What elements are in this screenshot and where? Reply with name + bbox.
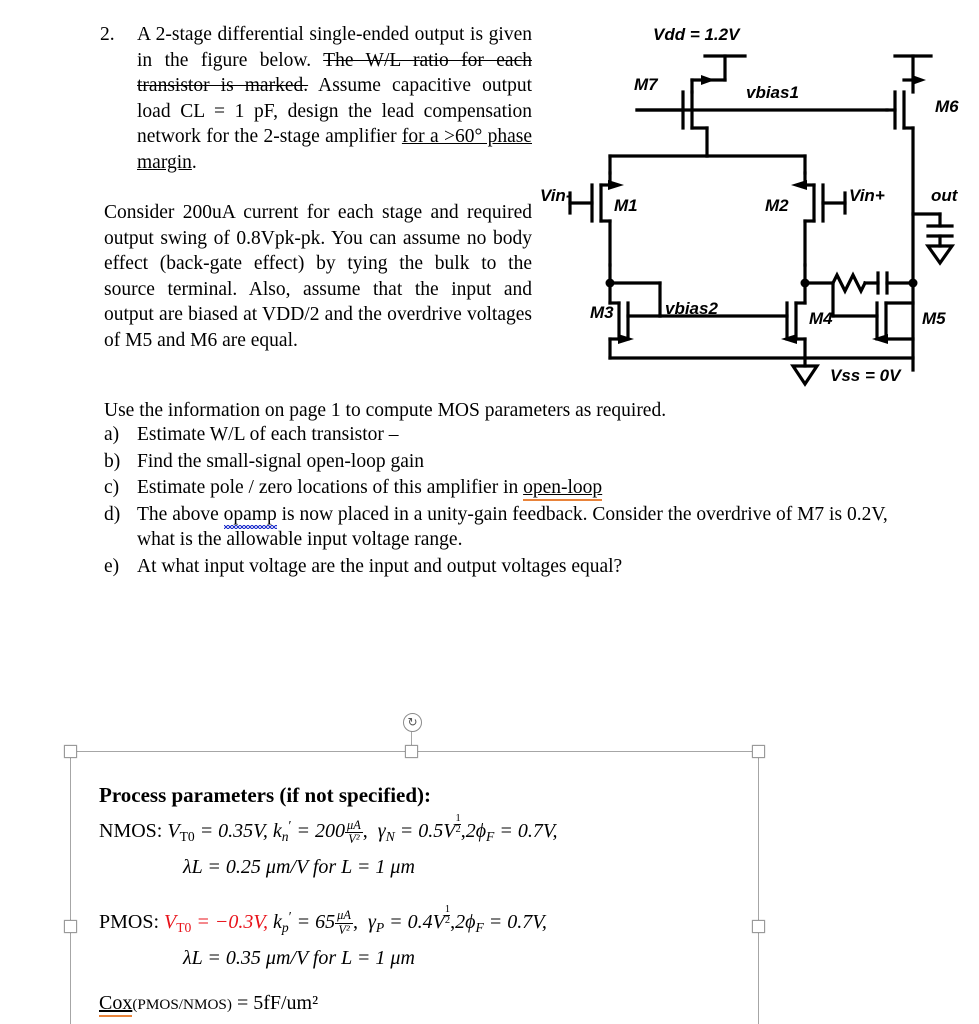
item-text-e: At what input voltage are the input and output voltages equal?: [137, 555, 623, 577]
label-m7: M7: [634, 75, 658, 94]
resize-handle-middle-right[interactable]: [752, 920, 765, 933]
list-item: [104, 554, 904, 580]
label-vss: Vss = 0V: [830, 366, 901, 385]
resize-handle-top-right[interactable]: [752, 745, 765, 758]
list-item: [104, 475, 904, 501]
label-vin-plus: Vin+: [849, 186, 885, 205]
list-item: [104, 449, 904, 475]
pmos-gamma-value: = 0.4V: [389, 910, 445, 933]
pmos-phi-value: = 0.7V,: [488, 910, 547, 933]
nmos-k-value: = 200: [296, 820, 345, 843]
cox-subscript: (PMOS/NMOS): [132, 996, 232, 1013]
cox-label: Cox: [99, 992, 133, 1014]
item-label-b: b): [104, 450, 121, 472]
label-vdd: Vdd = 1.2V: [653, 25, 740, 44]
q1-underlined-text: for a >60° phase margin: [137, 126, 532, 173]
item-c-marked-term: open-loop: [523, 477, 603, 498]
label-m3: M3: [590, 303, 614, 322]
item-text-c: [137, 475, 904, 501]
pmos-gamma-subscript: P: [375, 919, 385, 935]
pmos-k-subscript: p: [281, 919, 289, 935]
resize-handle-top-left[interactable]: [64, 745, 77, 758]
nmos-lambda-line: λL = 0.25 μm/V for L = 1 μm: [183, 855, 415, 878]
pmos-lambda-line: λL = 0.35 μm/V for L = 1 μm: [183, 946, 415, 969]
pmos-gamma-exponent: $\frac{1}{2}$: [444, 903, 451, 927]
label-vin-minus: Vin-: [540, 186, 572, 205]
process-parameters-title: Process parameters (if not specified):: [99, 783, 432, 807]
cox-line: [99, 992, 318, 1015]
nmos-gamma-subscript: N: [385, 828, 395, 844]
item-label-c: c): [104, 477, 120, 498]
label-vbias1: vbias1: [746, 83, 799, 102]
nmos-k-unit: $\frac{\mu A}{\text{V²}}$: [347, 817, 361, 846]
nmos-parameters-line: NMOS: $V_{T0} = 0.35V$, $k_n' = 200$ $\frac{\mu A}{\text{V²}}$ , $\gamma_N = 0.5V$ $\frac{1}{2}$ $,2\phi_F = 0.7V$,: [99, 812, 558, 846]
pmos-vt0-value: = −0.3V,: [196, 910, 268, 933]
nmos-vt0-value: = 0.35V,: [199, 820, 268, 843]
q1-text-b: Assume capacitive output load CL = 1 pF, design the lead compensation network for the 2-stage amplifier: [137, 75, 532, 147]
label-vbias2: vbias2: [665, 299, 718, 318]
nmos-k-symbol: k: [272, 820, 282, 843]
pmos-k-prime: ′: [288, 908, 292, 924]
nmos-k-prime: ′: [288, 818, 292, 833]
item-label-d: d): [104, 503, 121, 525]
item-label-a: a): [104, 424, 120, 445]
q1-struck-text: The W/L ratio for each transistor is marked.: [137, 49, 532, 96]
nmos-phi-symbol: 2ϕ: [465, 820, 487, 843]
question-2-block: [100, 22, 532, 175]
pmos-phi-subscript: F: [475, 919, 484, 935]
label-m2: M2: [765, 196, 789, 215]
list-item: [104, 502, 904, 553]
list-item: [104, 422, 904, 448]
pmos-k-value: = 65: [296, 910, 336, 933]
item-c-pre: Estimate pole / zero locations of this amplifier in: [137, 477, 524, 498]
pmos-vt0-subscript: T0: [176, 919, 192, 935]
label-m4: M4: [809, 309, 833, 328]
cox-value: = 5fF/um²: [236, 992, 319, 1014]
pmos-parameters-line: PMOS: $V_{T0} = -0.3V$, $k_p' = 65$ $\frac{\mu A}{\text{V²}}$ , $\gamma_P = 0.4V$ $\frac{1}{2}$ $,2\phi_F = 0.7V$,: [99, 903, 547, 937]
resize-handle-top-center[interactable]: [405, 745, 418, 758]
nmos-gamma-value: = 0.5V: [399, 820, 456, 843]
pmos-vt0-symbol: V: [164, 910, 177, 933]
nmos-vt0-subscript: T0: [179, 828, 195, 844]
pmos-gamma-symbol: γ: [367, 910, 376, 933]
item-text-a: Estimate W/L of each transistor –: [137, 424, 399, 445]
label-m6: M6: [935, 97, 959, 116]
resize-handle-middle-left[interactable]: [64, 920, 77, 933]
nmos-k-subscript: n: [281, 828, 289, 844]
q1-text-a: A 2-stage differential single-ended output is given in the figure below.: [137, 24, 532, 71]
rotate-icon[interactable]: ↻: [403, 713, 422, 732]
nmos-vt0-symbol: V: [167, 820, 180, 843]
item-d-post: is now placed in a unity-gain feedback. Consider the overdrive of M7 is 0.2V, what is the allowable input voltage range.: [137, 503, 888, 550]
item-label-e: e): [104, 555, 120, 577]
circuit-schematic: [540, 18, 979, 390]
nmos-phi-value: = 0.7V,: [499, 820, 558, 843]
label-out: out: [931, 186, 958, 205]
question-number: 2.: [100, 24, 115, 45]
pmos-k-symbol: k: [273, 910, 282, 933]
item-d-pre: The above: [137, 503, 224, 525]
nmos-phi-subscript: F: [486, 828, 495, 844]
pmos-prefix: PMOS:: [99, 910, 160, 933]
question-paragraph-3: Use the information on page 1 to compute MOS parameters as required.: [104, 400, 667, 421]
label-m1: M1: [614, 196, 638, 215]
question-paragraph-2: Consider 200uA current for each stage and required output swing of 0.8Vpk-pk. You can assume no body effect (back-gate effect) by tying the bulk to the source terminal. Also, assume that the input and output are biased at VDD/2 and the overdrive voltages of M5 and M6 are equal.: [104, 202, 532, 351]
pmos-k-unit: $\frac{\mu A}{\text{V²}}$: [337, 908, 351, 937]
item-d-misspelled-term: opamp: [223, 503, 277, 525]
item-text-b: Find the small-signal open-loop gain: [137, 450, 425, 472]
question-paragraph-1: [137, 22, 532, 175]
process-parameters-block: [99, 780, 739, 974]
nmos-gamma-symbol: γ: [377, 820, 386, 843]
label-m5: M5: [922, 309, 946, 328]
pmos-phi-symbol: 2ϕ: [455, 910, 476, 933]
q1-text-end: .: [191, 151, 197, 173]
nmos-prefix: NMOS:: [99, 820, 163, 843]
item-text-d: [137, 502, 904, 553]
nmos-gamma-exponent: $\frac{1}{2}$: [455, 812, 461, 836]
question-sub-items: [104, 422, 904, 580]
